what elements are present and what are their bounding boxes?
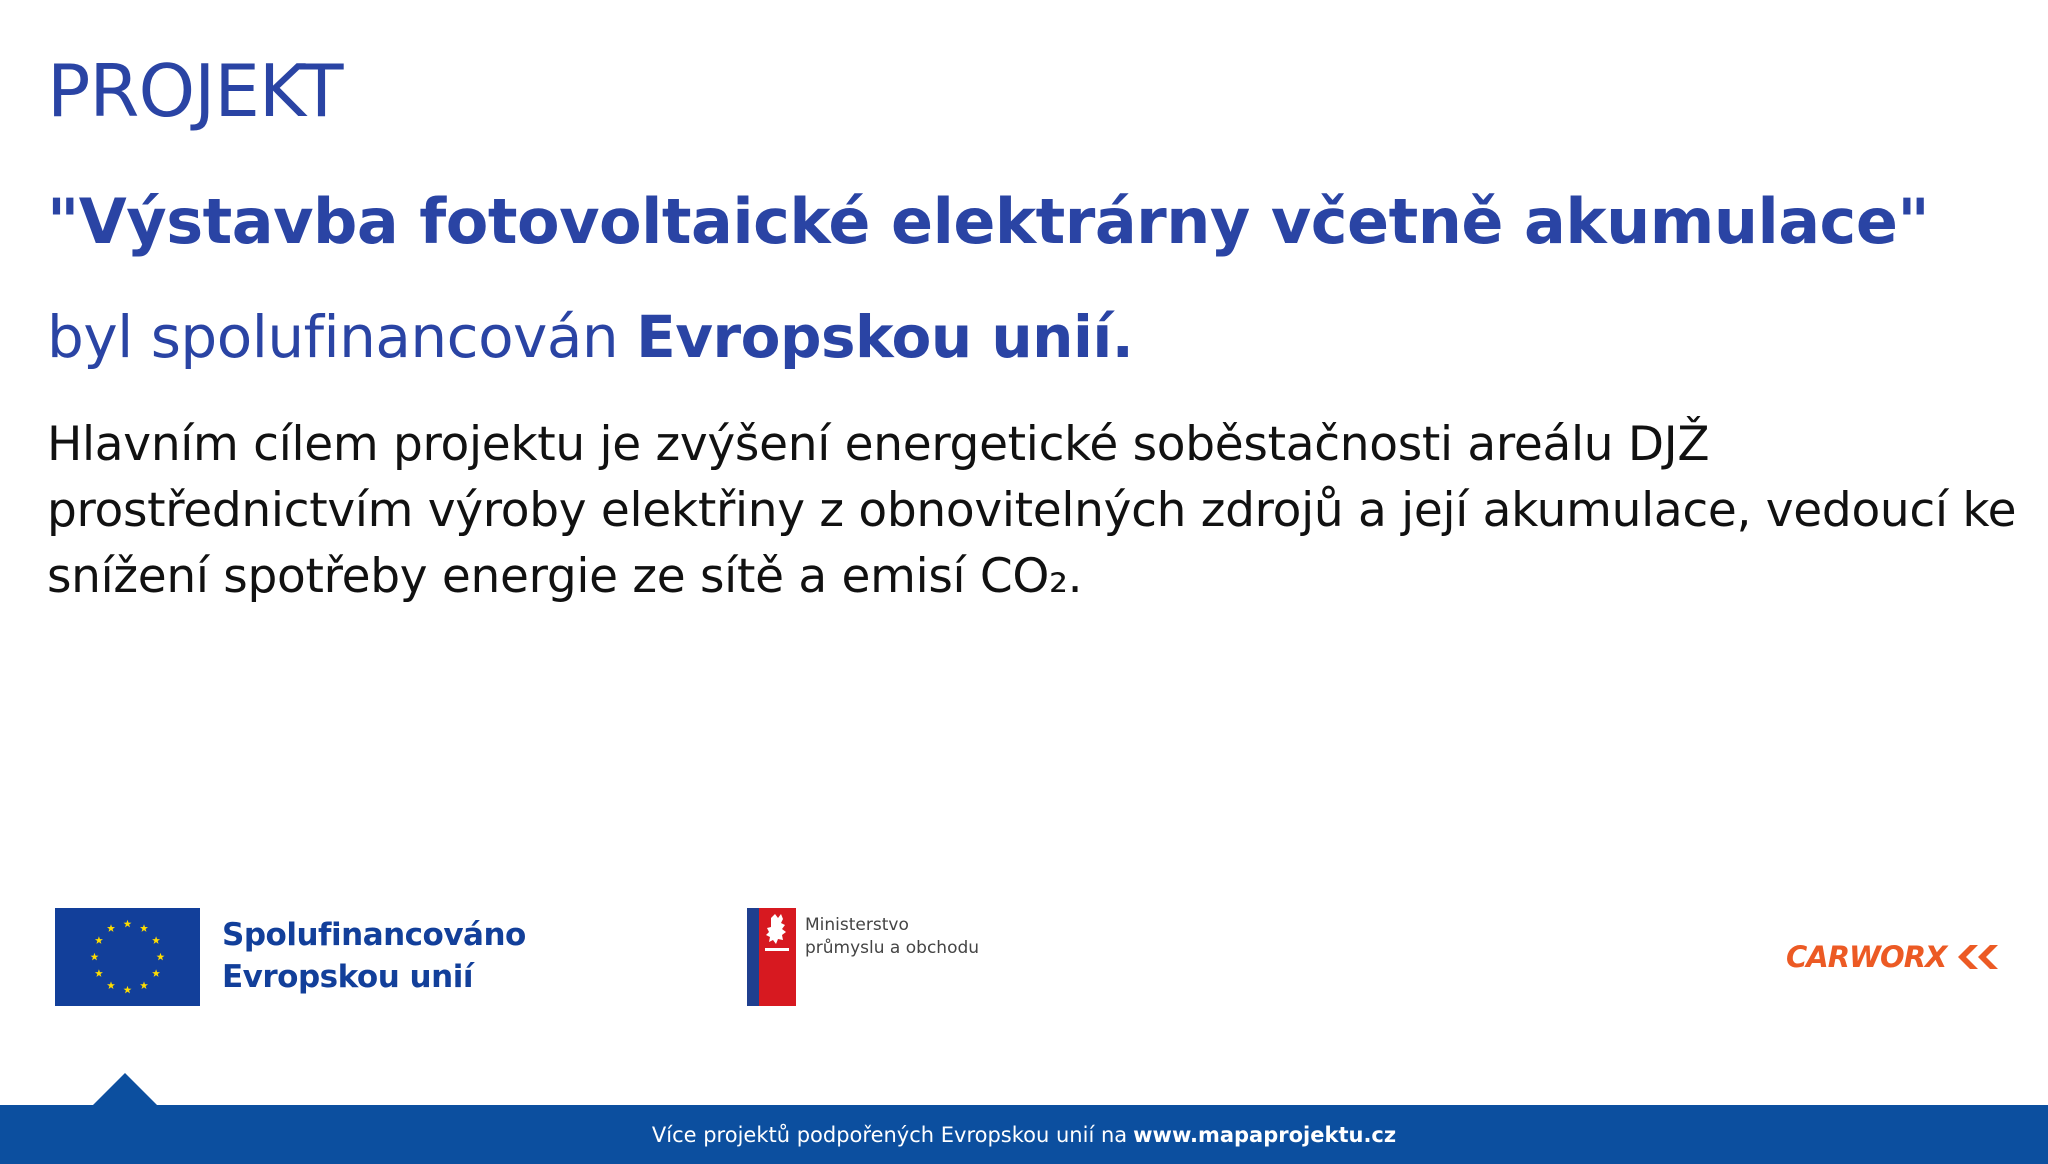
eu-star-icon (140, 981, 148, 989)
page-label: PROJEKT (47, 49, 343, 133)
eu-star-icon (124, 986, 132, 994)
eu-star-icon (95, 969, 103, 977)
carworx-logo: CARWORX (1786, 940, 1947, 974)
project-description (47, 412, 2037, 610)
cofinanced-lead: byl spolufinancován (47, 303, 619, 371)
eu-star-icon (91, 953, 99, 961)
mpo-caption (805, 914, 979, 960)
eu-star-icon (107, 981, 115, 989)
mpo-caption-line: průmyslu a obchodu (805, 938, 980, 958)
eu-caption (222, 914, 526, 998)
footer-bar (0, 1105, 2048, 1164)
eu-star-icon (95, 936, 103, 944)
eu-star-icon (124, 920, 132, 928)
description-line: Hlavním cílem projektu je zvýšení energetické soběstačnosti areálu DJŽ (47, 417, 1710, 472)
chevrons-left-icon (1956, 943, 2018, 971)
mpo-caption-line: Ministerstvo (805, 915, 909, 935)
eu-star-icon (152, 936, 160, 944)
eu-flag-icon (55, 908, 200, 1006)
footer-link[interactable]: www.mapaprojektu.cz (1133, 1122, 1397, 1147)
czech-lion-emblem-icon (747, 908, 796, 1006)
footer-text: Více projektů podpořených Evropskou unií na (651, 1122, 1128, 1147)
eu-star-icon (107, 924, 115, 932)
eu-caption-line: Evropskou unií (222, 959, 473, 995)
cofinanced-statement (47, 304, 1133, 371)
eu-star-icon (157, 953, 165, 961)
eu-stars (55, 908, 200, 1006)
project-title: "Výstavba fotovoltaické elektrárny včetně akumulace" (47, 185, 1930, 258)
footer-tab-triangle (92, 1073, 158, 1106)
eu-caption-line: Spolufinancováno (222, 917, 526, 953)
cofinanced-by: Evropskou unií. (636, 303, 1134, 371)
eu-star-icon (152, 969, 160, 977)
eu-star-icon (140, 924, 148, 932)
description-line: snížení spotřeby energie ze sítě a emisí CO₂. (47, 549, 1083, 604)
description-line: prostřednictvím výroby elektřiny z obnovitelných zdrojů a její akumulace, vedoucí ke (47, 483, 2017, 538)
